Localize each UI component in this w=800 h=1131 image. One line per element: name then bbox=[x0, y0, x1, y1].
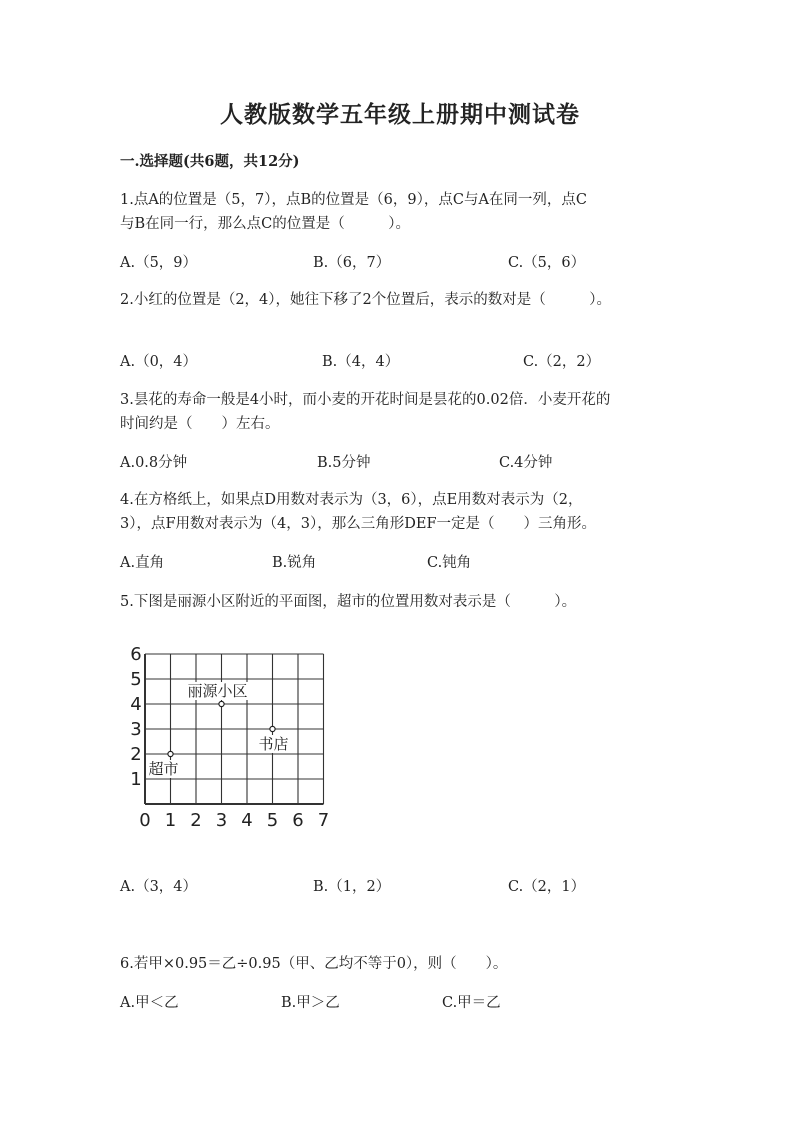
map-places bbox=[148, 682, 290, 778]
question-3-line-1: 3.昙花的寿命一般是4小时，而小麦的开花时间是昙花的0.02倍．小麦开花的 bbox=[120, 392, 611, 408]
x-tick-label: 6 bbox=[292, 810, 304, 831]
question-2-option-a[interactable]: A.（0，4） bbox=[120, 354, 198, 370]
question-5-line-1: 5.下图是丽源小区附近的平面图，超市的位置用数对表示是（ ）。 bbox=[120, 594, 577, 610]
page-title: 人教版数学五年级上册期中测试卷 bbox=[220, 101, 580, 128]
x-tick-label: 0 bbox=[139, 810, 151, 831]
question-1-option-a[interactable]: A.（5，9） bbox=[120, 255, 198, 271]
question-3-option-b[interactable]: B.5分钟 bbox=[317, 455, 371, 471]
y-tick-label: 1 bbox=[130, 769, 142, 790]
place-point bbox=[168, 751, 173, 756]
question-1-option-b[interactable]: B.（6，7） bbox=[313, 255, 391, 271]
y-tick-label: 6 bbox=[130, 644, 142, 665]
question-4-line-1: 4.在方格纸上，如果点D用数对表示为（3，6），点E用数对表示为（2， bbox=[120, 492, 583, 508]
y-tick-label: 4 bbox=[130, 694, 142, 715]
question-2-option-b[interactable]: B.（4，4） bbox=[322, 354, 400, 370]
y-tick-label: 2 bbox=[130, 744, 142, 765]
x-tick-label: 4 bbox=[241, 810, 253, 831]
map-grid bbox=[124, 643, 344, 833]
question-1-line-2: 与B在同一行，那么点C的位置是（ ）。 bbox=[120, 216, 410, 232]
question-3-option-c[interactable]: C.4分钟 bbox=[499, 455, 553, 471]
question-6-line-1: 6.若甲×0.95＝乙÷0.95（甲、乙均不等于0），则（ ）。 bbox=[120, 956, 508, 972]
x-tick-label: 2 bbox=[190, 810, 202, 831]
question-6-option-b[interactable]: B.甲＞乙 bbox=[281, 995, 340, 1011]
place-label: 书店 bbox=[258, 735, 289, 753]
question-3-option-a[interactable]: A.0.8分钟 bbox=[120, 455, 188, 471]
question-4-option-b[interactable]: B.锐角 bbox=[272, 555, 317, 571]
place-label: 超市 bbox=[148, 760, 179, 778]
y-tick-label: 3 bbox=[130, 719, 142, 740]
question-4-option-c[interactable]: C.钝角 bbox=[427, 555, 472, 571]
map-tick-labels bbox=[130, 644, 329, 831]
place-point bbox=[219, 701, 224, 706]
question-2-option-c[interactable]: C.（2，2） bbox=[523, 354, 601, 370]
question-4-line-2: 3），点F用数对表示为（4，3），那么三角形DEF一定是（ ）三角形。 bbox=[120, 516, 597, 532]
x-tick-label: 7 bbox=[317, 810, 330, 831]
map-figure bbox=[124, 643, 344, 833]
question-5-option-a[interactable]: A.（3，4） bbox=[120, 879, 198, 895]
question-2-line-1: 2.小红的位置是（2，4），她往下移了2个位置后，表示的数对是（ ）。 bbox=[120, 292, 612, 308]
place-point bbox=[270, 726, 275, 731]
question-6-option-c[interactable]: C.甲＝乙 bbox=[442, 995, 501, 1011]
y-tick-label: 5 bbox=[130, 669, 142, 690]
question-5-option-b[interactable]: B.（1，2） bbox=[313, 879, 391, 895]
question-1-line-1: 1.点A的位置是（5，7），点B的位置是（6，9），点C与A在同一列，点C bbox=[120, 192, 588, 208]
map-grid-lines bbox=[145, 654, 324, 804]
section-heading: 一.选择题(共6题，共12分) bbox=[120, 153, 300, 170]
question-1-option-c[interactable]: C.（5，6） bbox=[508, 255, 586, 271]
question-3-line-2: 时间约是（ ）左右。 bbox=[120, 416, 280, 432]
question-4-option-a[interactable]: A.直角 bbox=[120, 555, 165, 571]
question-6-option-a[interactable]: A.甲＜乙 bbox=[120, 995, 179, 1011]
x-tick-label: 1 bbox=[164, 810, 177, 831]
question-5-option-c[interactable]: C.（2，1） bbox=[508, 879, 586, 895]
x-tick-label: 3 bbox=[215, 810, 228, 831]
place-label: 丽源小区 bbox=[187, 682, 248, 700]
x-tick-label: 5 bbox=[266, 810, 279, 831]
